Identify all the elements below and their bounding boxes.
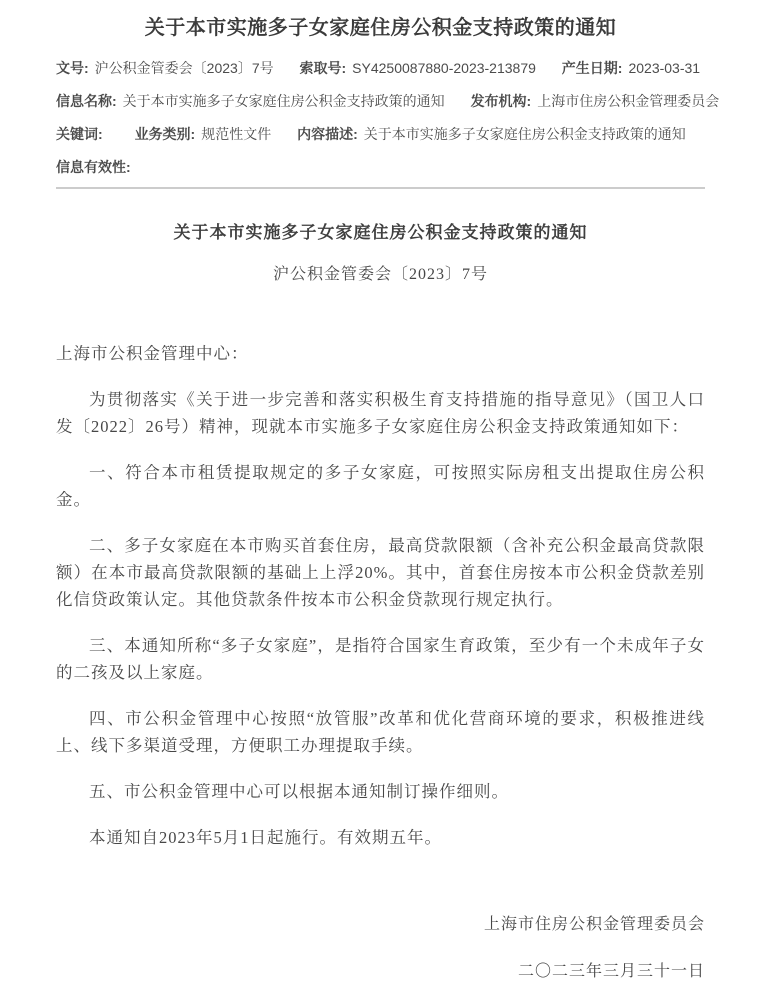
meta-label-validity: 信息有效性: xyxy=(56,159,131,175)
meta-item-docnumber xyxy=(56,60,274,76)
paragraph-item-3: 三、本通知所称“多子女家庭”，是指符合国家生育政策，至少有一个未成年子女的二孩及以上家庭。 xyxy=(56,636,705,682)
paragraph-preamble: 为贯彻落实《关于进一步完善和落实积极生育支持措施的指导意见》（国卫人口发〔2022〕26号）精神，现就本市实施多子女家庭住房公积金支持政策通知如下： xyxy=(56,390,705,436)
salutation: 上海市公积金管理中心： xyxy=(56,344,249,363)
meta-item-infoname xyxy=(56,93,445,109)
meta-row-validity xyxy=(56,151,705,184)
meta-item-issuedate xyxy=(562,60,700,76)
meta-item-indexnumber xyxy=(300,60,536,76)
meta-label-keywords: 关键词: xyxy=(56,126,103,142)
meta-label-docnumber: 文号: xyxy=(56,60,89,76)
meta-row-keywords xyxy=(56,118,705,151)
meta-item-validity xyxy=(56,159,137,175)
paragraph-item-2: 二、多子女家庭在本市购买首套住房，最高贷款限额（含补充公积金最高贷款限额）在本市最高贷款限额的基础上上浮20%。其中，首套住房按本市公积金贷款差别化信贷政策认定。其他贷款条件按本市公积金贷款现行规定执行。 xyxy=(56,536,705,609)
meta-item-category xyxy=(135,126,272,142)
meta-label-description: 内容描述: xyxy=(297,126,358,142)
meta-section xyxy=(56,52,720,184)
meta-value-issuer: 上海市住房公积金管理委员会 xyxy=(537,93,720,109)
paragraph-item-4: 四、市公积金管理中心按照“放管服”改革和优化营商环境的要求，积极推进线上、线下多渠道受理，方便职工办理提取手续。 xyxy=(56,709,705,755)
meta-label-category: 业务类别: xyxy=(134,126,196,142)
meta-value-indexnumber: SY4250087880-2023-213879 xyxy=(352,60,536,76)
meta-item-keywords xyxy=(56,126,109,142)
paragraph-effective-date: 本通知自2023年5月1日起施行。有效期五年。 xyxy=(89,828,442,847)
article-body xyxy=(56,220,705,986)
meta-value-issuedate: 2023-03-31 xyxy=(628,60,701,76)
meta-label-indexnumber: 索取号: xyxy=(299,60,347,76)
meta-value-description: 关于本市实施多子女家庭住房公积金支持政策的通知 xyxy=(363,126,686,142)
paragraph-item-1: 一、符合本市租赁提取规定的多子女家庭，可按照实际房租支出提取住房公积金。 xyxy=(56,463,705,509)
page-title: 关于本市实施多子女家庭住房公积金支持政策的通知 xyxy=(144,17,617,39)
meta-label-issuedate: 产生日期: xyxy=(561,60,623,76)
meta-value-docnumber: 沪公积金管委会〔2023〕7号 xyxy=(94,60,274,76)
signature-org: 上海市住房公积金管理委员会 xyxy=(483,916,705,933)
meta-item-issuer xyxy=(471,93,720,109)
signature-date: 二〇二三年三月三十一日 xyxy=(517,963,705,980)
meta-label-issuer: 发布机构: xyxy=(470,93,532,109)
meta-value-category: 规范性文件 xyxy=(201,126,272,142)
meta-row-infoname xyxy=(56,85,720,118)
meta-value-infoname: 关于本市实施多子女家庭住房公积金支持政策的通知 xyxy=(122,93,445,109)
meta-item-description xyxy=(297,126,686,142)
paragraph-item-5: 五、市公积金管理中心可以根据本通知制订操作细则。 xyxy=(89,782,509,801)
article-title: 关于本市实施多子女家庭住房公积金支持政策的通知 xyxy=(173,223,588,242)
article-doc-number: 沪公积金管委会〔2023〕7号 xyxy=(272,266,488,283)
meta-label-infoname: 信息名称: xyxy=(56,93,117,109)
signature-block xyxy=(56,911,705,986)
divider xyxy=(56,187,705,189)
meta-row-docnumber xyxy=(56,52,705,85)
